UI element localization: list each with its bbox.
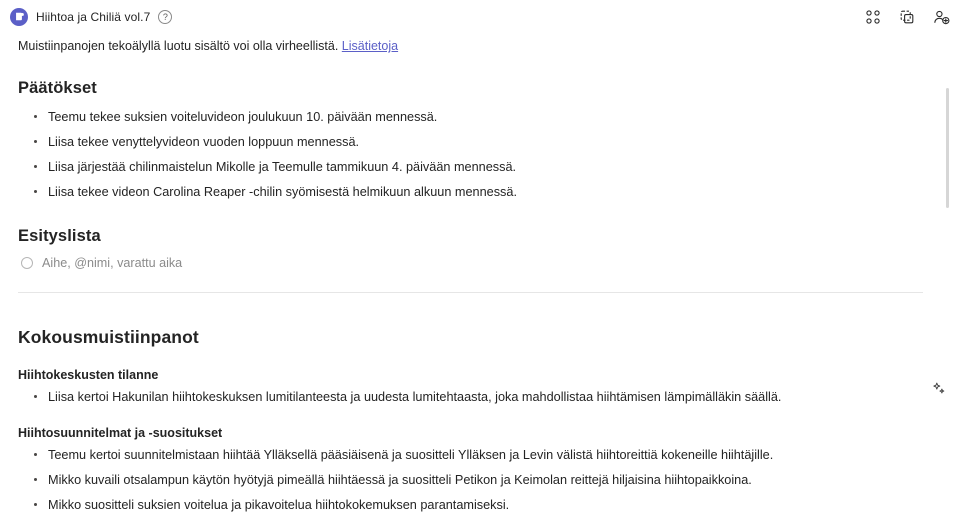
notes-group-subtitle: Hiihtokeskusten tilanne — [18, 368, 159, 382]
agenda-heading: Esityslista — [18, 227, 101, 245]
people-add-icon[interactable] — [931, 7, 951, 27]
list-item: Liisa tekee venyttelyvideon vuoden loppuun mennessä. — [18, 133, 923, 151]
ai-sparkle-icon[interactable] — [927, 377, 949, 399]
list-item: Teemu kertoi suunnitelmistaan hiihtää Ylläksellä pääsiäisenä ja suositteli Ylläksen ja Levin välistä hiihtoreittiä kokeneille hiihtäjille. — [18, 446, 923, 464]
meeting-notes-heading: Kokousmuistiinpanot — [18, 327, 199, 347]
scrollbar-thumb[interactable] — [946, 88, 949, 208]
list-item: Liisa kertoi Hakunilan hiihtokeskuksen lumitilanteesta ja uudesta lumitehtaasta, joka mahdollistaa hiihtämisen lämpimälläkin säällä. — [18, 388, 923, 406]
agenda-placeholder-text: Aihe, @nimi, varattu aika — [42, 256, 183, 270]
notes-content — [0, 53, 963, 517]
section-divider — [18, 292, 923, 293]
grid-view-icon[interactable] — [863, 7, 883, 27]
app-logo-icon — [10, 8, 28, 26]
notes-group-list — [18, 446, 923, 514]
list-item: Teemu tekee suksien voiteluvideon joulukuun 10. päivään mennessä. — [18, 108, 923, 126]
list-item: Mikko suositteli suksien voitelua ja pikavoitelua hiihtokokemuksen parantamiseksi. — [18, 496, 923, 514]
agenda-item-input[interactable] — [21, 256, 923, 270]
ai-disclaimer — [0, 33, 963, 53]
header-actions — [863, 7, 951, 27]
list-item: Liisa järjestää chilinmaistelun Mikolle ja Teemulle tammikuun 4. päivään mennessä. — [18, 158, 923, 176]
page-title: Hiihtoa ja Chiliä vol.7 — [36, 9, 151, 24]
decisions-heading: Päätökset — [18, 79, 97, 97]
copy-icon[interactable] — [897, 7, 917, 27]
notes-group-list — [18, 388, 923, 406]
circle-empty-icon — [21, 257, 33, 269]
titlebar — [0, 0, 963, 33]
help-question-icon[interactable]: ? — [158, 10, 172, 24]
learn-more-link[interactable]: Lisätietoja — [341, 39, 399, 53]
list-item: Mikko kuvaili otsalampun käytön hyötyjä pimeällä hiihtäessä ja suositteli Petikon ja Keimolan reittejä hiljaisina hiihtopaikkoina. — [18, 471, 923, 489]
list-item: Liisa tekee videon Carolina Reaper -chilin syömisestä helmikuun alkuun mennessä. — [18, 183, 923, 201]
notes-group-subtitle: Hiihtosuunnitelmat ja -suositukset — [18, 426, 223, 440]
ai-disclaimer-text: Muistiinpanojen tekoälyllä luotu sisältö voi olla virheellistä. — [18, 39, 339, 53]
decisions-list — [18, 108, 923, 201]
